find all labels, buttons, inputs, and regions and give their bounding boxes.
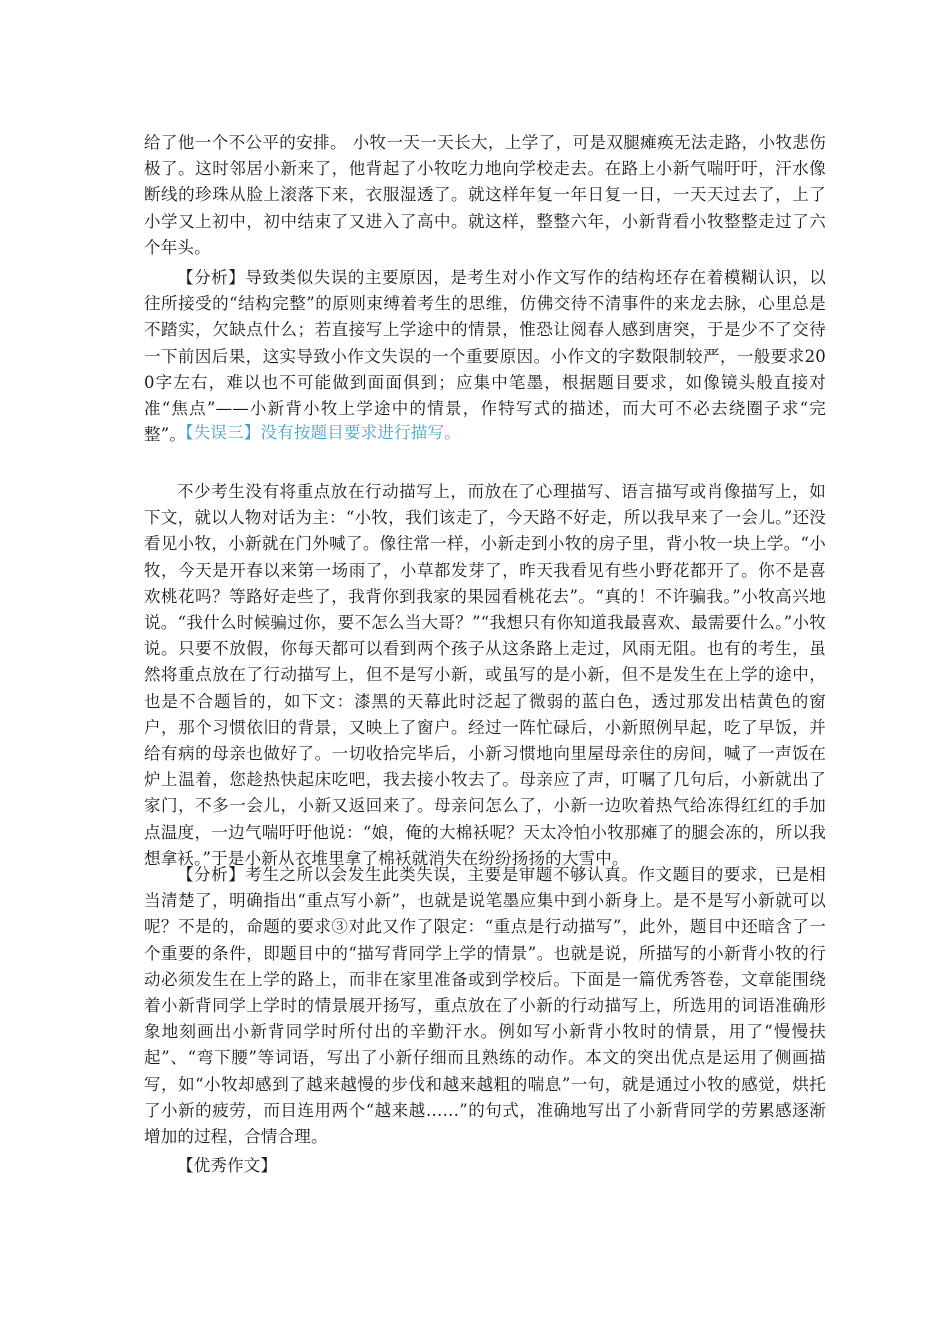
paragraph-story-continuation: 给了他一个不公平的安排。 小牧一天一天长大，上学了，可是双腿瘫痪无法走路，小牧悲伤极了。这时邻居小新来了，他背起了小牧吃力地向学校走去。在路上小新气喘吁吁，汗水像断线的珍珠从脸上滚落下来，衣服湿透了。就这样年复一年日复一日，一天天过去了，上了小学又上初中，初中结束了又进入了高中。就这样，整整六年，小新背看小牧整整走过了六个年头。 — [144, 133, 826, 257]
paragraph-analysis-two: 【分析】考生之所以会发生此类失误，主要是审题不够认真。作文题目的要求，已是相当清楚了，明确指出“重点写小新”，也就是说笔墨应集中到小新身上。是不是写小新就可以呢？不是的，命题的要求③对此又作了限定：“重点是行动描写”，此外，题目中还暗含了一个重要的条件，即题目中的“描写背同学上学的情景”。也就是说，所描写的小新背小牧的行动必须发生在上学的路上，而非在家里准备或到学校后。下面是一篇优秀答卷，文章能围绕着小新背同学上学时的情景展开扬写，重点放在了小新的行动描写上，所选用的词语准确形象地刻画出小新背同学时所付出的辛勤汗水。例如写小新背小牧时的情景，用了“慢慢扶起”、“弯下腰”等词语，写出了小新仔细而且熟练的动作。本文的突出优点是运用了侧画描写，如“小牧却感到了越来越慢的步伐和越来越粗的喘息”一句，就是通过小牧的感觉，烘托了小新的疲劳，而目连用两个“越来越……”的句式，准确地写出了小新背同学的劳累感逐渐增加的过程，合情合理。 — [144, 865, 826, 1147]
section-heading-excellent-essay: 【优秀作文】 — [177, 1156, 278, 1175]
section-heading-mistake-three: 【失误三】没有按题目要求进行描写。 — [177, 423, 461, 442]
paragraph-mistake-three-body: 不少考生没有将重点放在行动描写上，而放在了心理描写、语言描写或肖像描写上，如下文，就以人物对话为主：“小牧，我们该走了，今天路不好走，所以我早来了一会儿。”还没看见小牧，小新就在门外喊了。像往常一样，小新走到小牧的房子里，背小牧一块上学。“小牧，今天是开春以来第一场雨了，小草都发芽了，昨天我看见有些小野花都开了。你不是喜欢桃花吗？等路好走些了，我背你到我家的果园看桃花去”。“真的！不许骗我。”小牧高兴地说。“我什么时候骗过你，要不怎么当大哥？”“我想只有你知道我最喜欢、最需要什么。”小牧说。只要不放假，你每天都可以看到两个孩子从这条路上走过，风雨无阻。也有的考生，虽然将重点放在了行动描写上，但不是写小新，或虽写的是小新，但不是发生在上学的途中，也是不合题旨的，如下文：漆黑的天幕此时泛起了微弱的蓝白色，透过那发出桔黄色的窗户，那个习惯依旧的背景，又映上了窗户。经过一阵忙碌后，小新照例早起，吃了早饭，并给有病的母亲也做好了。一切收拾完毕后，小新习惯地向里屋母亲住的房间，喊了一声饭在炉上温着，您趁热快起床吃吧，我去接小牧去了。母亲应了声，叮嘱了几句后，小新就出了家门，不多一会儿，小新又返回来了。母亲问怎么了，小新一边吹着热气给冻得红红的手加点温度，一边气喘吁吁他说：“娘，俺的大棉袄呢？天太冷怕小牧那瘫了的腿会冻的，所以我想拿袄。”于是小新从衣堆里拿了棉袄就消失在纷纷扬扬的大雪中。 — [144, 482, 826, 868]
paragraph-analysis-one: 【分析】导致类似失误的主要原因，是考生对小作文写作的结构坯存在着模糊认识，以往所接受的“结构完整”的原则束缚着考生的思维，仿佛交待不清事件的来龙去脉，心里总是不踏实，欠缺点什么；若直接写上学途中的情景，惟恐让阅春人感到唐突，于是少不了交待一下前因后果，这实导致小作文失误的一个重要原因。小作文的字数限制较严，一般要求200字左右，难以也不可能做到面面俱到；应集中笔墨，根据题目要求，如像镜头般直接对准“焦点”——小新背小牧上学途中的情景，作特写式的描述，而大可不必去绕圈子求“完整”。 — [144, 268, 826, 445]
